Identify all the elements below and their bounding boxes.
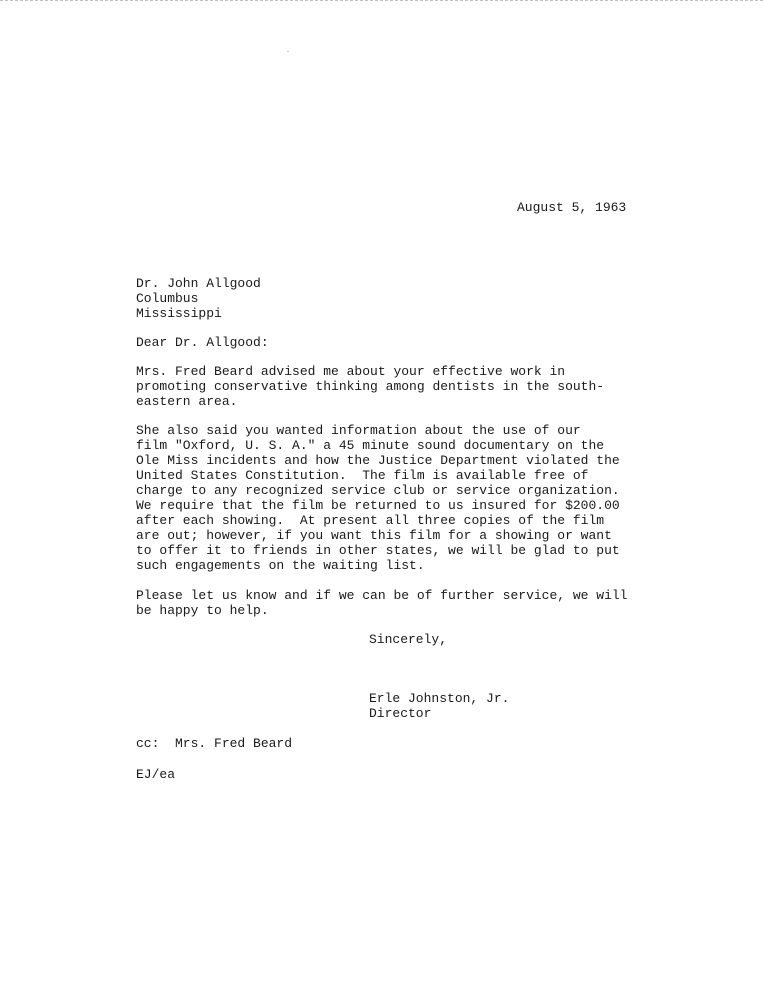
paragraph-line: after each showing. At present all three copies of the film — [136, 513, 605, 528]
paragraph-3 — [136, 588, 627, 618]
paragraph-line: charge to any recognized service club or service organization. — [136, 483, 620, 498]
signature-block — [369, 691, 509, 721]
paragraph-line: promoting conservative thinking among dentists in the south- — [136, 379, 605, 394]
paragraph-line: are out; however, if you want this film for a showing or want — [136, 528, 612, 543]
typist-initials: EJ/ea — [136, 767, 176, 782]
recipient-state: Mississippi — [136, 306, 222, 321]
recipient-name: Dr. John Allgood — [136, 276, 261, 291]
signer-title: Director — [369, 706, 432, 721]
paragraph-line: eastern area. — [136, 394, 238, 409]
paragraph-line: Mrs. Fred Beard advised me about your effective work in — [136, 364, 566, 379]
paragraph-line: be happy to help. — [136, 603, 269, 618]
paragraph-line: United States Constitution. The film is available free of — [136, 468, 589, 483]
paragraph-line: such engagements on the waiting list. — [136, 558, 425, 573]
signer-name: Erle Johnston, Jr. — [369, 691, 510, 706]
paragraph-line: film "Oxford, U. S. A." a 45 minute sound documentary on the — [136, 438, 605, 453]
carbon-copy-line: cc: Mrs. Fred Beard — [136, 736, 293, 751]
recipient-city: Columbus — [136, 291, 199, 306]
paper-speck — [287, 51, 289, 52]
paragraph-2 — [136, 423, 620, 573]
paragraph-line: Ole Miss incidents and how the Justice Department violated the — [136, 453, 620, 468]
paragraph-line: to offer it to friends in other states, we will be glad to put — [136, 543, 620, 558]
closing: Sincerely, — [369, 632, 448, 647]
salutation: Dear Dr. Allgood: — [136, 335, 269, 350]
page-top-border — [0, 0, 763, 1]
paragraph-line: Please let us know and if we can be of further service, we will — [136, 588, 628, 603]
recipient-address — [136, 276, 261, 321]
paragraph-line: She also said you wanted information about the use of our — [136, 423, 581, 438]
paragraph-line: We require that the film be returned to us insured for $200.00 — [136, 498, 620, 513]
letter-date: August 5, 1963 — [517, 200, 627, 215]
paragraph-1 — [136, 364, 604, 409]
